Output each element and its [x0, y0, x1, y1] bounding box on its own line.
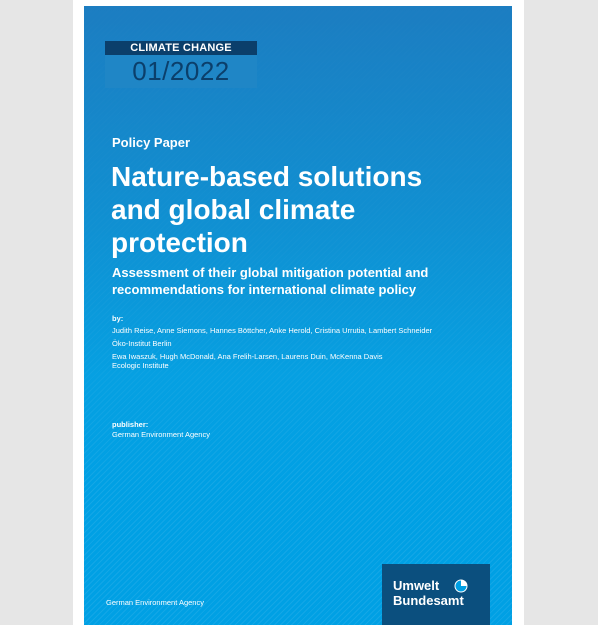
cover-page: [84, 6, 512, 625]
globe-icon: [454, 579, 468, 593]
institute-1: Öko-Institut Berlin: [112, 339, 172, 348]
issue-number: 01/2022: [105, 55, 257, 88]
publisher-label: publisher:: [112, 420, 149, 429]
document-subtitle: Assessment of their global mitigation potential and recommendations for international climate policy: [112, 265, 429, 297]
logo-line-2: Bundesamt: [393, 593, 464, 608]
document-title: Nature-based solutions and global climate protection: [111, 161, 423, 258]
authors-group-1: Judith Reise, Anne Siemons, Hannes Böttcher, Anke Herold, Cristina Urrutia, Lambert Schneider: [112, 326, 433, 335]
authors-label: by:: [112, 314, 124, 323]
document-type: Policy Paper: [112, 135, 191, 150]
series-label: CLIMATE CHANGE: [105, 41, 257, 55]
publisher-name: German Environment Agency: [112, 430, 210, 439]
umweltbundesamt-logo: [382, 564, 490, 625]
footer-publisher: German Environment Agency: [106, 598, 204, 607]
logo-line-1: Umwelt: [393, 578, 440, 593]
institute-2: Ecologic Institute: [112, 361, 169, 370]
authors-group-2: Ewa Iwaszuk, Hugh McDonald, Ana Frelih-Larsen, Laurens Duin, McKenna Davis: [112, 352, 383, 361]
